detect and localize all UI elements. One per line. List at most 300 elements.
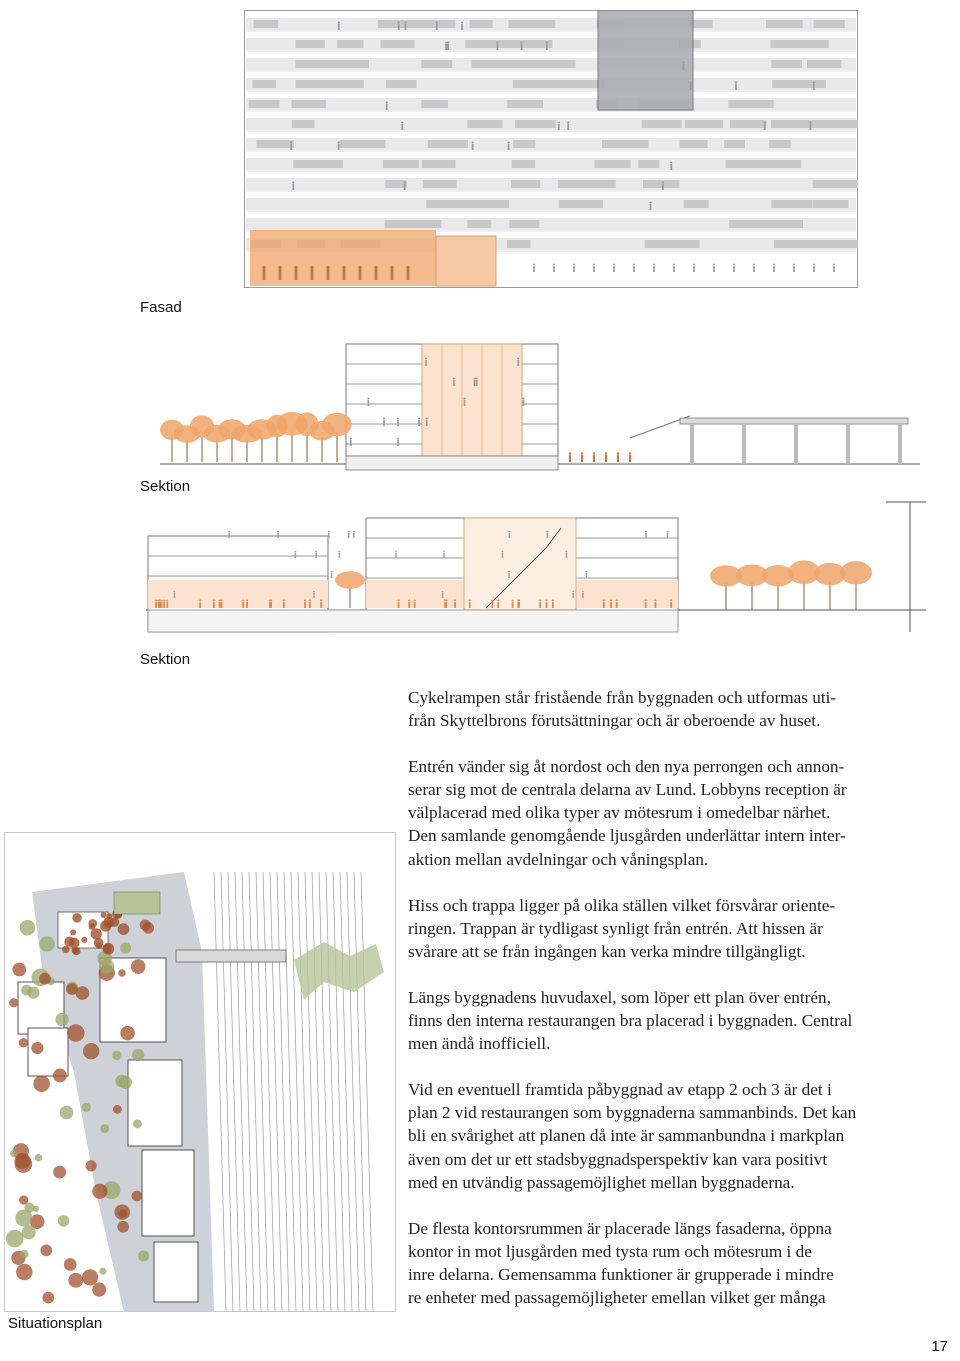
person-figure: [793, 264, 795, 266]
facade-window: [770, 40, 828, 48]
facade-window: [551, 80, 604, 88]
facade-window: [765, 160, 801, 168]
facade-window: [385, 220, 442, 228]
person-figure: [773, 266, 775, 272]
facade-window: [467, 120, 502, 128]
facade-window: [813, 240, 858, 248]
person-figure: [295, 553, 297, 558]
person-figure: [569, 452, 571, 454]
person-figure: [338, 144, 340, 150]
text-line: ringen. Trappan är tydligast synligt från entrén. Att hissen är: [408, 918, 823, 938]
person-figure: [219, 600, 221, 602]
building-footprint: [128, 1060, 182, 1146]
tree-dot: [62, 946, 69, 953]
building-footprint: [142, 1150, 194, 1236]
person-figure: [733, 266, 735, 272]
section-drawing-1: [160, 338, 920, 478]
person-figure: [397, 600, 399, 602]
person-figure: [497, 600, 499, 602]
plaza-green: [114, 892, 160, 914]
person-figure: [572, 593, 574, 598]
facade-window: [772, 80, 826, 88]
person-figure: [228, 531, 230, 533]
person-figure: [582, 591, 584, 593]
person-figure: [315, 551, 317, 553]
tree-dot: [82, 1269, 98, 1285]
person-figure: [520, 42, 522, 44]
facade-window: [602, 140, 648, 148]
person-figure: [546, 531, 548, 533]
facade-window: [515, 120, 556, 128]
facade-window: [256, 140, 294, 148]
tree-dot: [39, 973, 51, 985]
facade-window: [466, 200, 509, 208]
person-figure: [523, 400, 525, 406]
person-figure: [833, 264, 835, 266]
person-figure: [833, 266, 835, 272]
person-figure: [567, 124, 569, 130]
person-figure: [353, 531, 355, 533]
tree-dot: [119, 1209, 128, 1218]
person-figure: [166, 602, 168, 608]
paragraph-1: [408, 686, 933, 732]
person-figure: [338, 551, 340, 553]
person-figure: [517, 600, 519, 602]
person-figure: [367, 398, 369, 400]
facade-window: [340, 140, 386, 148]
tree-dot: [113, 1105, 122, 1114]
person-figure: [397, 438, 399, 440]
tree-dot: [72, 947, 80, 955]
tree-dot: [35, 1154, 42, 1161]
tree-dot: [76, 986, 90, 1000]
facade-window: [559, 200, 603, 208]
caption-section-2: Sektion: [140, 651, 191, 668]
person-figure: [508, 144, 510, 150]
person-figure: [277, 533, 279, 538]
tree-dot: [55, 1013, 68, 1026]
person-figure: [242, 600, 244, 602]
tree-dot: [33, 1075, 50, 1092]
person-figure: [219, 602, 221, 608]
person-figure: [586, 573, 588, 578]
facade-window: [252, 80, 276, 88]
tree-dot: [19, 1195, 28, 1204]
facade-window: [645, 240, 700, 248]
facade-window: [728, 100, 774, 108]
facade-window: [766, 20, 803, 28]
person-figure: [629, 452, 631, 454]
facade-window: [726, 160, 768, 168]
person-figure: [425, 358, 427, 360]
person-figure: [649, 202, 651, 204]
facade-window: [814, 20, 845, 28]
body-text: [408, 686, 933, 1332]
person-figure: [320, 600, 322, 602]
person-figure: [447, 42, 449, 44]
tree-dot: [96, 943, 102, 949]
person-figure: [793, 266, 795, 272]
person-figure: [633, 264, 635, 266]
facade-window: [467, 220, 490, 228]
person-figure: [693, 266, 695, 272]
facade-window: [769, 140, 790, 148]
tree-dot: [60, 1106, 74, 1120]
facade-window: [765, 220, 804, 228]
text-line: bli en svårighet att planen då inte är sammanbundna i markplan: [408, 1126, 845, 1146]
person-figure: [359, 269, 362, 280]
text-line: från Skyttelbrons förutsättningar och är oberoende av huset.: [408, 711, 821, 731]
person-figure: [633, 266, 635, 272]
tree-dot: [19, 1038, 28, 1047]
person-figure: [401, 122, 403, 124]
person-figure: [367, 400, 369, 406]
person-figure: [682, 62, 684, 64]
person-figure: [442, 593, 444, 598]
person-figure: [328, 531, 330, 533]
facade-window: [512, 160, 535, 168]
person-figure: [383, 418, 385, 420]
tree-dot: [133, 1119, 142, 1128]
person-figure: [689, 82, 691, 84]
person-figure: [670, 602, 672, 608]
person-figure: [545, 600, 547, 602]
facade-window: [507, 240, 531, 248]
person-figure: [773, 264, 775, 266]
person-figure: [567, 122, 569, 124]
person-figure: [764, 122, 766, 124]
person-figure: [338, 142, 340, 144]
text-line: även om det ur ett stadsbyggnadsperspektiv kan vara positivt: [408, 1149, 828, 1169]
person-figure: [573, 266, 575, 272]
tree-dot: [120, 943, 131, 954]
person-figure: [547, 533, 549, 538]
facade-window: [507, 100, 543, 108]
facade-window: [292, 120, 315, 128]
person-figure: [313, 591, 315, 593]
person-figure: [338, 22, 340, 24]
person-figure: [375, 269, 378, 280]
bridge-pillar: [898, 424, 902, 464]
person-figure: [309, 600, 311, 602]
tree-dot: [39, 936, 54, 951]
tree-dot: [103, 917, 114, 928]
person-figure: [407, 269, 410, 280]
person-figure: [443, 551, 445, 553]
person-figure: [418, 418, 420, 420]
person-figure: [461, 22, 463, 24]
facade-window: [421, 100, 448, 108]
facade-band: [246, 178, 856, 190]
person-figure: [397, 420, 399, 426]
person-figure: [497, 602, 499, 608]
person-figure: [328, 533, 330, 538]
tree-dot: [68, 1273, 83, 1288]
facade-window: [381, 40, 415, 48]
person-figure: [228, 533, 230, 538]
text-line: Vid en eventuell framtida påbyggnad av etapp 2 och 3 är det i: [408, 1080, 832, 1100]
tree-dot: [81, 937, 87, 943]
person-figure: [517, 358, 519, 360]
tree-dot: [138, 1250, 149, 1261]
person-figure: [279, 269, 282, 280]
facade-window: [684, 200, 709, 208]
person-figure: [546, 602, 548, 608]
person-figure: [331, 573, 333, 578]
person-figure: [283, 602, 285, 608]
person-figure: [397, 440, 399, 446]
person-figure: [414, 602, 416, 608]
facade-window: [249, 100, 280, 108]
person-figure: [613, 266, 615, 272]
person-figure: [155, 600, 157, 602]
tree-canopy: [335, 571, 365, 589]
tree-dot: [53, 1068, 67, 1082]
atrium: [422, 344, 522, 456]
person-figure: [426, 418, 428, 420]
person-figure: [163, 602, 165, 608]
paragraph-4: [408, 986, 933, 1055]
person-figure: [629, 455, 631, 462]
person-figure: [386, 104, 388, 110]
facade-window: [771, 200, 812, 208]
person-figure: [645, 600, 647, 602]
caption-site-plan: Situationsplan: [8, 1315, 103, 1332]
person-figure: [813, 82, 815, 84]
tree-dot: [99, 959, 114, 974]
person-figure: [572, 591, 574, 593]
person-figure: [277, 531, 279, 533]
person-figure: [454, 602, 456, 608]
text-line: inre delarna. Gemensamma funktioner är grupperade i mindre: [408, 1264, 834, 1284]
facade-band: [246, 138, 856, 150]
facade-window: [293, 160, 343, 168]
facade-window: [643, 180, 679, 188]
facade-window: [295, 40, 324, 48]
person-figure: [166, 600, 168, 602]
person-figure: [163, 600, 165, 602]
facade-window: [421, 60, 452, 68]
person-figure: [673, 264, 675, 266]
person-figure: [733, 264, 735, 266]
facade-window: [638, 160, 659, 168]
tree-dot: [9, 998, 18, 1007]
person-figure: [512, 602, 514, 608]
person-figure: [670, 162, 672, 164]
person-figure: [408, 602, 410, 608]
person-figure: [539, 602, 541, 608]
person-figure: [533, 264, 535, 266]
person-figure: [404, 182, 406, 184]
person-figure: [566, 553, 568, 558]
person-figure: [593, 266, 595, 272]
person-figure: [444, 600, 446, 602]
person-figure: [581, 455, 583, 462]
person-figure: [496, 42, 498, 44]
facade-drawing: [244, 10, 858, 288]
person-figure: [315, 553, 317, 558]
person-figure: [673, 266, 675, 272]
tree-dot: [64, 1258, 77, 1271]
text-line: Entrén vänder sig åt nordost och den nya perrongen och annon-: [408, 757, 845, 777]
person-figure: [310, 266, 313, 269]
tree-dot: [86, 1160, 97, 1171]
person-figure: [383, 420, 385, 426]
person-figure: [497, 44, 499, 50]
person-figure: [444, 602, 446, 608]
person-figure: [491, 602, 493, 608]
person-figure: [546, 44, 548, 50]
person-figure: [199, 602, 201, 608]
facade-window: [338, 60, 369, 68]
text-line: kontor in mot ljusgården med tysta rum och mötesrum i de: [408, 1241, 812, 1261]
person-figure: [418, 420, 420, 426]
person-figure: [522, 398, 524, 400]
person-figure: [662, 184, 664, 190]
text-line: Längs byggnadens huvudaxel, som löper ett plan över entrén,: [408, 987, 831, 1007]
person-figure: [398, 24, 400, 30]
bridge-pillar: [742, 424, 746, 464]
person-figure: [593, 452, 595, 454]
person-figure: [753, 266, 755, 272]
person-figure: [358, 266, 361, 269]
facade-window: [724, 140, 745, 148]
facade-window: [558, 180, 616, 188]
facade-window: [555, 60, 576, 68]
tree-dot: [24, 1203, 34, 1213]
person-figure: [582, 593, 584, 598]
person-figure: [454, 600, 456, 602]
person-figure: [653, 264, 655, 266]
person-figure: [304, 602, 306, 608]
person-figure: [342, 266, 345, 269]
person-figure: [645, 602, 647, 608]
person-figure: [405, 24, 407, 30]
facade-window: [812, 120, 858, 128]
tree-dot: [112, 1051, 122, 1061]
basement: [346, 456, 558, 470]
person-figure: [246, 600, 248, 602]
tree-dot: [117, 1221, 129, 1233]
text-line: re enheter med passagemöjligheter emellan vilket ger många: [408, 1287, 826, 1307]
bridge-pillar: [794, 424, 798, 464]
facade-window: [508, 20, 555, 28]
person-figure: [290, 144, 292, 150]
person-figure: [653, 266, 655, 272]
tree-dot: [31, 1042, 43, 1054]
person-figure: [670, 164, 672, 170]
person-figure: [581, 452, 583, 454]
person-figure: [474, 380, 476, 386]
paragraph-5: [408, 1078, 933, 1193]
person-figure: [670, 600, 672, 602]
tree-dot: [20, 920, 35, 935]
paragraph-2: [408, 755, 933, 870]
person-figure: [603, 602, 605, 608]
person-figure: [813, 84, 815, 90]
tree-dot: [42, 1292, 54, 1304]
facade-glass-entrance: [436, 236, 496, 286]
tree-dot: [119, 1076, 132, 1089]
tree-dot: [92, 1283, 106, 1297]
person-figure: [616, 600, 618, 602]
tree-dot: [20, 1250, 29, 1259]
facade-window: [386, 80, 417, 88]
person-figure: [397, 418, 399, 420]
person-figure: [426, 420, 428, 426]
person-figure: [353, 533, 355, 538]
person-figure: [374, 266, 377, 269]
tree-dot: [143, 922, 155, 934]
tree-dot: [53, 1166, 66, 1179]
page-number: 17: [931, 1338, 948, 1355]
person-figure: [735, 84, 737, 90]
facade-window: [292, 100, 326, 108]
facade-window: [424, 20, 455, 28]
person-figure: [309, 602, 311, 608]
person-figure: [401, 124, 403, 130]
person-figure: [414, 600, 416, 602]
person-figure: [693, 264, 695, 266]
facade-window: [680, 140, 708, 148]
facade-window: [511, 180, 540, 188]
person-figure: [213, 602, 215, 608]
person-figure: [603, 600, 605, 602]
person-figure: [263, 269, 266, 280]
tree-dot: [72, 913, 81, 922]
person-figure: [398, 22, 400, 24]
facade-window: [254, 20, 279, 28]
tree-dot: [92, 1184, 107, 1199]
person-figure: [521, 44, 523, 50]
tree-dot: [58, 1215, 70, 1227]
tree-dot: [83, 1043, 99, 1059]
facade-band: [246, 198, 856, 210]
person-figure: [508, 573, 510, 578]
facade-window: [386, 180, 407, 188]
person-figure: [408, 600, 410, 602]
person-figure: [290, 142, 292, 144]
person-figure: [327, 269, 330, 280]
person-figure: [610, 602, 612, 608]
person-figure: [810, 124, 812, 130]
bridge: [176, 950, 286, 962]
person-figure: [472, 144, 474, 150]
facade-window: [428, 140, 468, 148]
person-figure: [476, 378, 478, 380]
tree-canopy: [840, 561, 872, 584]
person-figure: [350, 438, 352, 440]
paragraph-3: [408, 894, 933, 963]
person-figure: [425, 360, 427, 366]
person-figure: [348, 533, 350, 538]
tree-dot: [70, 929, 76, 935]
person-figure: [283, 600, 285, 602]
tree-dot: [118, 969, 125, 976]
person-figure: [552, 602, 554, 608]
bridge-deck: [680, 418, 908, 424]
person-figure: [295, 269, 298, 280]
person-figure: [155, 602, 157, 608]
basement: [148, 610, 678, 632]
person-figure: [617, 455, 619, 462]
person-figure: [390, 266, 393, 269]
person-figure: [453, 380, 455, 386]
tree-dot: [101, 912, 107, 918]
person-figure: [616, 602, 618, 608]
person-figure: [764, 124, 766, 130]
text-line: men ändå inofficiell.: [408, 1034, 551, 1054]
